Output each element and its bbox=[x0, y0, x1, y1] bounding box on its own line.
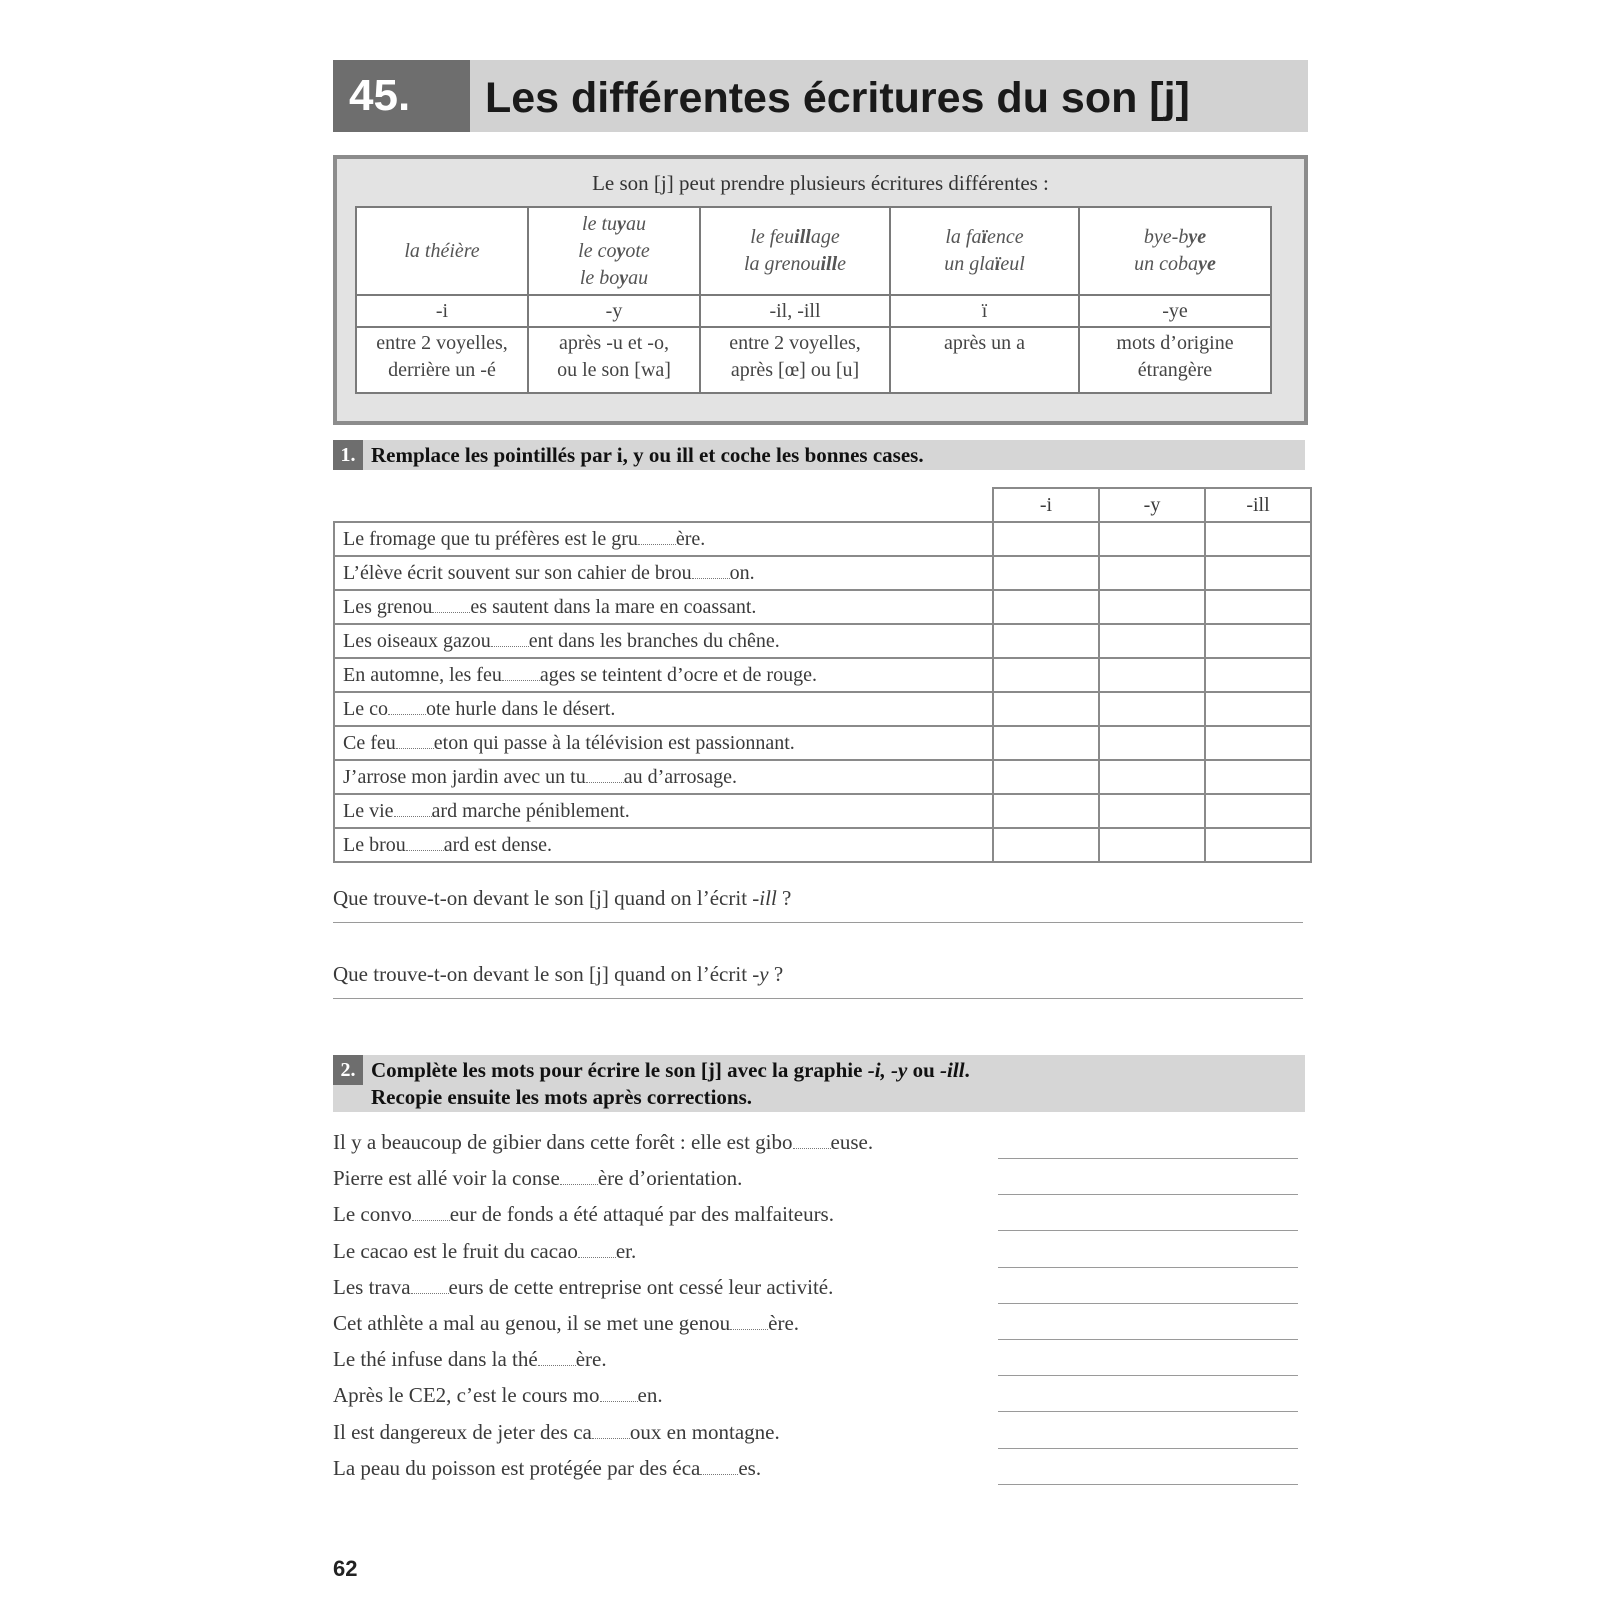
exercise-1-row bbox=[334, 828, 1311, 862]
rule-graphie: -i bbox=[356, 295, 528, 327]
rule-example-cell bbox=[1079, 207, 1271, 295]
exercise-1-header bbox=[333, 440, 1305, 470]
checkbox-cell[interactable] bbox=[1205, 624, 1311, 658]
page-number: 62 bbox=[333, 1556, 358, 1581]
rule-example: le boyau bbox=[579, 266, 649, 289]
rule-usage-cell bbox=[1079, 327, 1271, 393]
sentence-end: es. bbox=[738, 1455, 762, 1480]
sentence-start: Les oiseaux gazou bbox=[343, 629, 491, 652]
rule-graphie: ï bbox=[890, 295, 1079, 327]
exercise-1-table bbox=[333, 487, 1312, 863]
fill-in-blank[interactable] bbox=[730, 1315, 768, 1330]
sentence-start: Après le CE2, c’est le cours mo bbox=[333, 1383, 600, 1408]
sentence-start: Le co bbox=[343, 697, 388, 720]
checkbox-cell[interactable] bbox=[1205, 760, 1311, 794]
exercise-2-sentence bbox=[333, 1239, 636, 1264]
fill-in-blank[interactable] bbox=[538, 1351, 576, 1366]
answer-line-ill[interactable] bbox=[333, 922, 1303, 923]
exercise-2-row bbox=[333, 1456, 1308, 1490]
question-y bbox=[333, 962, 783, 987]
exercise-1-row bbox=[334, 794, 1311, 828]
sentence-end: ard marche péniblement. bbox=[431, 799, 630, 822]
checkbox-cell[interactable] bbox=[1099, 590, 1205, 624]
exercise-2-sentence bbox=[333, 1275, 833, 1300]
copy-answer-line[interactable] bbox=[998, 1267, 1298, 1268]
sentence-start: Le convo bbox=[333, 1202, 412, 1227]
exercise-1-instruction: Remplace les pointillés par i, y ou ill et coche les bonnes cases. bbox=[371, 443, 924, 467]
exercise-2-instruction-b: Recopie ensuite les mots après corrections. bbox=[371, 1085, 753, 1109]
exercise-1-column-header: -i bbox=[993, 488, 1099, 522]
checkbox-cell[interactable] bbox=[1205, 590, 1311, 624]
exercise-2-row bbox=[333, 1166, 1308, 1200]
rule-example-cell bbox=[890, 207, 1079, 295]
sentence-start: Le thé infuse dans la thé bbox=[333, 1347, 538, 1372]
sentence-start: Le fromage que tu préfères est le gru bbox=[343, 527, 638, 550]
question-y-end: ? bbox=[768, 962, 784, 986]
sentence-end: ent dans les branches du chêne. bbox=[528, 629, 780, 652]
sentence-end: es sautent dans la mare en coassant. bbox=[470, 595, 757, 618]
sentence-start: L’élève écrit souvent sur son cahier de brou bbox=[343, 561, 692, 584]
fill-in-blank[interactable] bbox=[411, 1279, 449, 1294]
checkbox-cell[interactable] bbox=[1099, 692, 1205, 726]
fill-in-blank[interactable] bbox=[406, 836, 444, 851]
checkbox-cell[interactable] bbox=[993, 760, 1099, 794]
exercise-2-header bbox=[333, 1055, 1305, 1112]
exercise-2-row bbox=[333, 1347, 1308, 1381]
question-y-term: -y bbox=[752, 962, 769, 986]
rule-graphie: -il, -ill bbox=[700, 295, 890, 327]
sentence-end: ère. bbox=[575, 1347, 607, 1372]
exercise-2-row bbox=[333, 1383, 1308, 1417]
copy-answer-line[interactable] bbox=[998, 1448, 1298, 1449]
copy-answer-line[interactable] bbox=[998, 1230, 1298, 1231]
rule-example: un cobaye bbox=[1134, 253, 1216, 275]
exercise-1-number: 1. bbox=[333, 440, 363, 470]
exercise-1-sentence bbox=[334, 692, 993, 726]
copy-answer-line[interactable] bbox=[998, 1375, 1298, 1376]
rule-example-cell bbox=[700, 207, 890, 295]
checkbox-cell[interactable] bbox=[1205, 692, 1311, 726]
checkbox-cell[interactable] bbox=[993, 658, 1099, 692]
sentence-start: Il y a beaucoup de gibier dans cette forêt : elle est gibo bbox=[333, 1130, 793, 1154]
question-y-text: Que trouve-t-on devant le son [j] quand on l’écrit bbox=[333, 962, 753, 986]
sentence-end: oux en montagne. bbox=[629, 1419, 780, 1444]
rule-table bbox=[355, 206, 1272, 394]
fill-in-blank[interactable] bbox=[700, 1460, 738, 1475]
question-ill-end: ? bbox=[776, 886, 792, 910]
checkbox-cell[interactable] bbox=[1099, 760, 1205, 794]
exercise-2-sentence bbox=[333, 1420, 780, 1445]
rule-example-cell bbox=[356, 207, 528, 295]
rule-usage: derrière un -é bbox=[388, 359, 496, 381]
sentence-end: au d’arrosage. bbox=[623, 765, 737, 788]
sentence-end: euse. bbox=[830, 1130, 874, 1154]
copy-answer-line[interactable] bbox=[998, 1194, 1298, 1195]
exercise-1-sentence bbox=[334, 556, 993, 590]
exercise-1-row bbox=[334, 760, 1311, 794]
checkbox-cell[interactable] bbox=[1205, 658, 1311, 692]
rule-usage: ou le son [wa] bbox=[557, 359, 671, 381]
fill-in-blank[interactable] bbox=[502, 666, 540, 681]
fill-in-blank[interactable] bbox=[600, 1387, 638, 1402]
exercise-2-sentence bbox=[333, 1456, 761, 1481]
exercise-1-sentence bbox=[334, 760, 993, 794]
sentence-start: Les grenou bbox=[343, 595, 433, 618]
rule-example: le tuyau bbox=[582, 212, 646, 235]
exercise-1-sentence bbox=[334, 828, 993, 862]
question-ill-term: -ill bbox=[752, 886, 777, 910]
checkbox-cell[interactable] bbox=[1099, 794, 1205, 828]
rule-usage: mots d’origine bbox=[1116, 332, 1234, 354]
exercise-2-instruction-a: Complète les mots pour écrire le son [j] avec la graphie bbox=[371, 1058, 868, 1082]
exercise-1-row bbox=[334, 556, 1311, 590]
checkbox-cell[interactable] bbox=[993, 794, 1099, 828]
checkbox-cell[interactable] bbox=[993, 590, 1099, 624]
rule-example: le coyote bbox=[578, 239, 650, 262]
sentence-end: ote hurle dans le désert. bbox=[425, 697, 616, 720]
exercise-1-sentence bbox=[334, 624, 993, 658]
sentence-end: on. bbox=[729, 561, 755, 584]
exercise-1-row bbox=[334, 726, 1311, 760]
sentence-end: en. bbox=[637, 1383, 663, 1408]
exercise-1-row bbox=[334, 624, 1311, 658]
rule-graphie: -ye bbox=[1079, 295, 1271, 327]
exercise-1-blank-header bbox=[334, 488, 993, 522]
fill-in-blank[interactable] bbox=[692, 564, 730, 579]
sentence-start: Le cacao est le fruit du cacao bbox=[333, 1238, 578, 1263]
exercise-2-sentence bbox=[333, 1166, 742, 1191]
exercise-2-terms: -i, -y bbox=[867, 1058, 908, 1082]
exercise-2-row bbox=[333, 1420, 1308, 1454]
exercise-1-sentence bbox=[334, 794, 993, 828]
checkbox-cell[interactable] bbox=[1099, 828, 1205, 862]
sentence-end: ère d’orientation. bbox=[597, 1166, 743, 1191]
checkbox-cell[interactable] bbox=[1099, 624, 1205, 658]
chapter-number: 45. bbox=[333, 60, 470, 132]
exercise-1-row bbox=[334, 658, 1311, 692]
fill-in-blank[interactable] bbox=[388, 700, 426, 715]
sentence-start: Le brou bbox=[343, 833, 406, 856]
checkbox-cell[interactable] bbox=[993, 624, 1099, 658]
exercise-2-ou: ou bbox=[907, 1058, 941, 1082]
sentence-start: Ce feu bbox=[343, 731, 396, 754]
rule-example: la faïence bbox=[945, 226, 1024, 248]
exercise-1-sentence bbox=[334, 726, 993, 760]
checkbox-cell[interactable] bbox=[993, 726, 1099, 760]
exercise-2-number: 2. bbox=[333, 1055, 363, 1085]
fill-in-blank[interactable] bbox=[432, 598, 470, 613]
chapter-title: Les différentes écritures du son [j] bbox=[485, 74, 1190, 122]
rule-example: bye-bye bbox=[1143, 226, 1207, 248]
checkbox-cell[interactable] bbox=[1205, 828, 1311, 862]
checkbox-cell[interactable] bbox=[993, 828, 1099, 862]
rule-usage: après -u et -o, bbox=[559, 332, 669, 354]
rule-usage: entre 2 voyelles, bbox=[376, 332, 508, 354]
rule-graphie-row bbox=[356, 295, 1271, 327]
rule-intro: Le son [j] peut prendre plusieurs écritures différentes : bbox=[592, 171, 1049, 195]
checkbox-cell[interactable] bbox=[1205, 794, 1311, 828]
checkbox-cell[interactable] bbox=[1099, 522, 1205, 556]
exercise-1-row bbox=[334, 522, 1311, 556]
exercise-1-sentence bbox=[334, 522, 993, 556]
sentence-start: Il est dangereux de jeter des ca bbox=[333, 1419, 592, 1444]
checkbox-cell[interactable] bbox=[993, 692, 1099, 726]
fill-in-blank[interactable] bbox=[491, 632, 529, 647]
rule-example: la grenouille bbox=[743, 253, 847, 275]
rule-example: la théière bbox=[404, 239, 480, 262]
copy-answer-line[interactable] bbox=[998, 1303, 1298, 1304]
rule-usage-cell bbox=[528, 327, 700, 393]
checkbox-cell[interactable] bbox=[993, 522, 1099, 556]
rule-usage: entre 2 voyelles, bbox=[729, 332, 861, 354]
exercise-2-sentence bbox=[333, 1383, 663, 1408]
exercise-2-sentence bbox=[333, 1311, 799, 1336]
exercise-2-row bbox=[333, 1275, 1308, 1309]
fill-in-blank[interactable] bbox=[586, 768, 624, 783]
checkbox-cell[interactable] bbox=[1205, 726, 1311, 760]
sentence-start: Les trava bbox=[333, 1274, 411, 1299]
rule-usage-cell bbox=[890, 327, 1079, 393]
fill-in-blank[interactable] bbox=[396, 734, 434, 749]
sentence-start: Pierre est allé voir la conse bbox=[333, 1166, 560, 1191]
rule-example: le feuillage bbox=[750, 226, 840, 248]
question-ill bbox=[333, 886, 791, 911]
sentence-start: En automne, les feu bbox=[343, 663, 502, 686]
exercise-1-row bbox=[334, 590, 1311, 624]
rule-box bbox=[333, 155, 1308, 425]
answer-line-y[interactable] bbox=[333, 998, 1303, 999]
sentence-end: ère. bbox=[675, 527, 706, 550]
sentence-end: eton qui passe à la télévision est passionnant. bbox=[433, 731, 795, 754]
rule-graphie: -y bbox=[528, 295, 700, 327]
rule-usage-row bbox=[356, 327, 1271, 393]
rule-example-cell bbox=[528, 207, 700, 295]
fill-in-blank[interactable] bbox=[638, 530, 676, 545]
fill-in-blank[interactable] bbox=[412, 1206, 450, 1221]
rule-usage: après [œ] ou [u] bbox=[730, 359, 860, 381]
checkbox-cell[interactable] bbox=[1205, 522, 1311, 556]
exercise-2-end: . bbox=[964, 1058, 970, 1082]
checkbox-cell[interactable] bbox=[993, 556, 1099, 590]
exercise-2-instruction bbox=[371, 1057, 970, 1111]
exercise-1-sentence bbox=[334, 590, 993, 624]
exercise-1-header-row bbox=[334, 488, 1311, 522]
fill-in-blank[interactable] bbox=[578, 1243, 616, 1258]
sentence-start: Cet athlète a mal au genou, il se met une genou bbox=[333, 1311, 731, 1335]
rule-usage-cell bbox=[356, 327, 528, 393]
rule-usage-cell bbox=[700, 327, 890, 393]
exercise-1-column-header: -ill bbox=[1205, 488, 1311, 522]
copy-answer-line[interactable] bbox=[998, 1411, 1298, 1412]
fill-in-blank[interactable] bbox=[592, 1424, 630, 1439]
exercise-2-row bbox=[333, 1130, 1308, 1164]
exercise-2-term3: -ill bbox=[940, 1058, 965, 1082]
sentence-end: eur de fonds a été attaqué par des malfaiteurs. bbox=[449, 1202, 834, 1227]
question-ill-text: Que trouve-t-on devant le son [j] quand on l’écrit bbox=[333, 886, 753, 910]
sentence-end: ère. bbox=[768, 1311, 800, 1335]
checkbox-cell[interactable] bbox=[1099, 556, 1205, 590]
rule-examples-row bbox=[356, 207, 1271, 295]
exercise-2-sentence bbox=[333, 1202, 834, 1227]
sentence-end: er. bbox=[615, 1238, 637, 1263]
sentence-end: ard est dense. bbox=[443, 833, 553, 856]
exercise-2-row bbox=[333, 1239, 1308, 1273]
exercise-1-column-header: -y bbox=[1099, 488, 1205, 522]
exercise-2-row bbox=[333, 1311, 1308, 1345]
rule-usage: après un a bbox=[943, 332, 1026, 354]
exercise-1-sentence bbox=[334, 658, 993, 692]
rule-example: un glaïeul bbox=[944, 253, 1025, 275]
copy-answer-line[interactable] bbox=[998, 1339, 1298, 1340]
sentence-start: Le vie bbox=[343, 799, 394, 822]
copy-answer-line[interactable] bbox=[998, 1158, 1298, 1159]
fill-in-blank[interactable] bbox=[793, 1134, 831, 1149]
fill-in-blank[interactable] bbox=[560, 1170, 598, 1185]
checkbox-cell[interactable] bbox=[1099, 658, 1205, 692]
sentence-start: J’arrose mon jardin avec un tu bbox=[343, 765, 586, 788]
exercise-1-row bbox=[334, 692, 1311, 726]
sentence-start: La peau du poisson est protégée par des éca bbox=[333, 1455, 701, 1480]
chapter-header bbox=[333, 60, 1308, 132]
sentence-end: ages se teintent d’ocre et de rouge. bbox=[539, 663, 817, 686]
sentence-end: eurs de cette entreprise ont cessé leur activité. bbox=[448, 1274, 834, 1299]
exercise-2-sentence bbox=[333, 1347, 607, 1372]
checkbox-cell[interactable] bbox=[1099, 726, 1205, 760]
exercise-2-sentence bbox=[333, 1130, 873, 1155]
fill-in-blank[interactable] bbox=[394, 802, 432, 817]
rule-usage: étrangère bbox=[1137, 359, 1213, 381]
checkbox-cell[interactable] bbox=[1205, 556, 1311, 590]
copy-answer-line[interactable] bbox=[998, 1484, 1298, 1485]
exercise-2-row bbox=[333, 1202, 1308, 1236]
